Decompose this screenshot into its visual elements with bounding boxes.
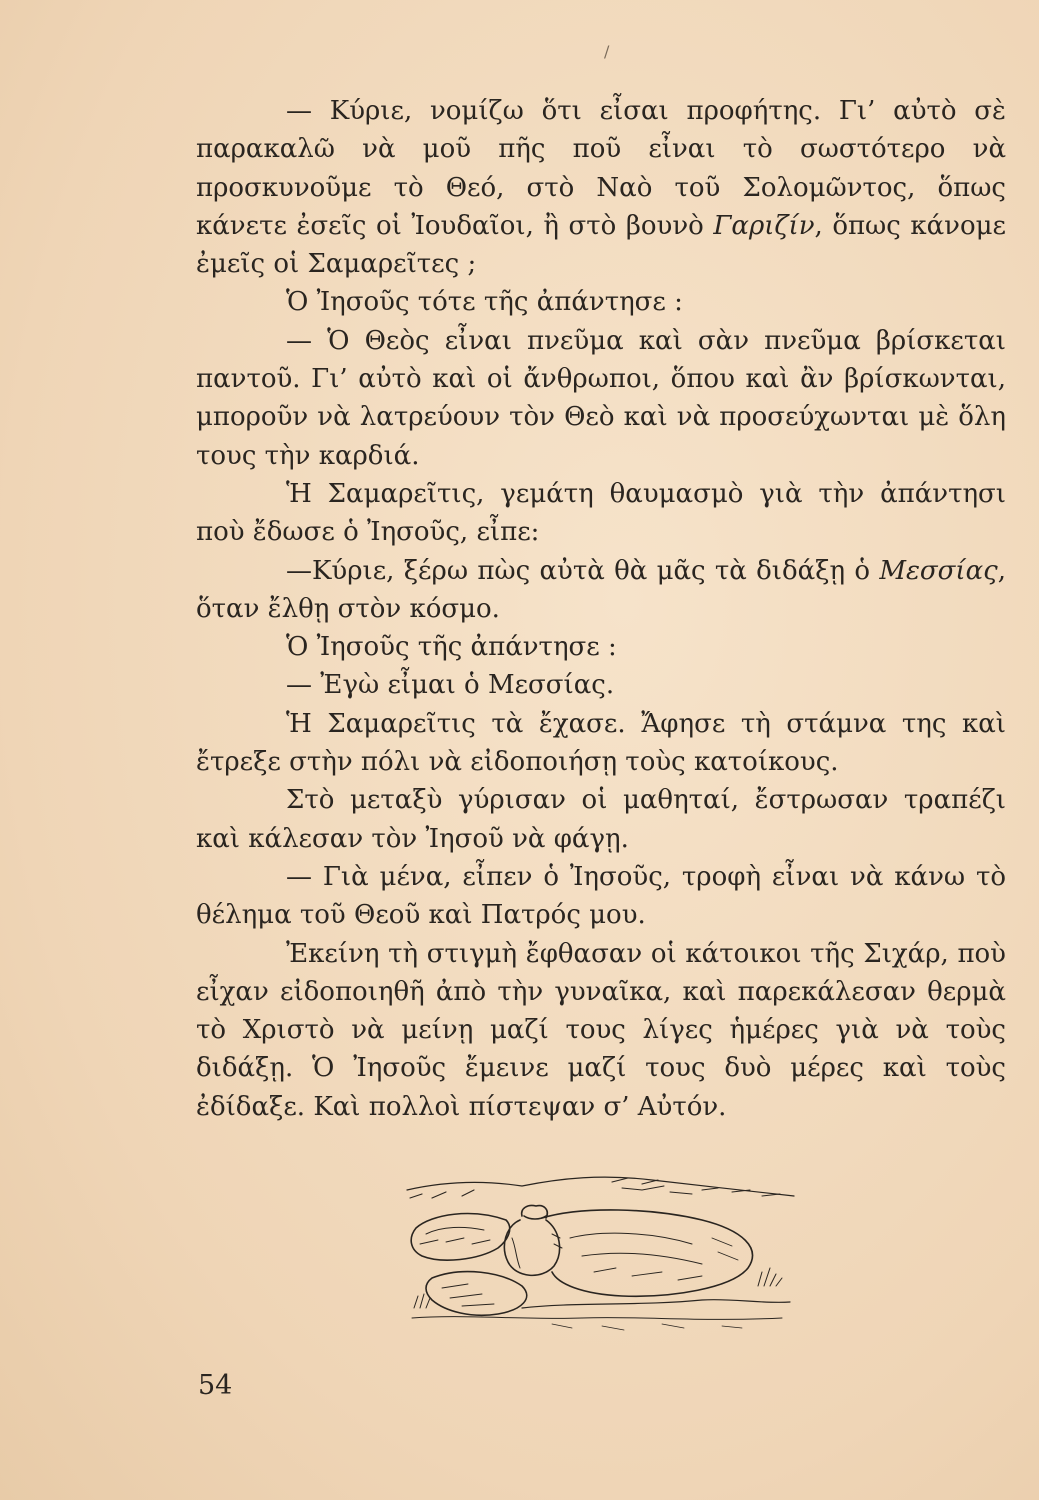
paragraph-5-tail: , ὅταν ἔλθῃ στὸν κόσμο. <box>196 555 1006 624</box>
paragraph-8: Ἡ Σαμαρεῖτις τὰ ἔχασε. Ἄφησε τὴ στάμνα της καὶ ἔτρεξε στὴν πόλι νὰ εἰδοποιήσῃ τοὺς κατοίκους. <box>196 708 1006 778</box>
paragraph-6: Ὁ Ἰησοῦς τῆς ἀπάντησε : <box>286 632 617 663</box>
paragraph-11: Ἐκείνη τὴ στιγμὴ ἔφθασαν οἱ κάτοικοι τῆς Σιχάρ, ποὺ εἶχαν εἰδοποιηθῆ ἀπὸ τὴν γυναῖκα, καὶ παρεκάλεσαν θερμὰ τὸ Χριστὸ νὰ μείνῃ μαζί τους λίγες ἡμέρες γιὰ νὰ τοὺς διδάξῃ. Ὁ Ἰησοῦς ἔμεινε μαζί τους δυὸ μέρες καὶ τοὺς ἐδίδαξε. Καὶ πολλοὶ πίστεψαν σ’ Αὐτόν. <box>196 938 1006 1122</box>
paragraph-2: Ὁ Ἰησοῦς τότε τῆς ἀπάντησε : <box>286 287 683 318</box>
paragraph-5-text: —Κύριε, ξέρω πὼς αὐτὰ θὰ μᾶς τὰ διδάξῃ ὁ <box>286 555 880 586</box>
paragraph-1 <box>196 92 1006 283</box>
paragraph-10: — Γιὰ μένα, εἶπεν ὁ Ἰησοῦς, τροφὴ εἶναι νὰ κάνω τὸ θέλημα τοῦ Θεοῦ καὶ Πατρός μου. <box>196 861 1006 931</box>
stray-mark: / <box>604 42 610 61</box>
paragraph-5 <box>196 552 1006 629</box>
well-and-jar-illustration <box>402 1168 797 1338</box>
page-number: 54 <box>198 1370 233 1401</box>
paragraph-1-tail: , ὅπως κάνομε ἐμεῖς οἱ Σαμαρεῖτες ; <box>196 210 1006 280</box>
paragraph-9: Στὸ μεταξὺ γύρισαν οἱ μαθηταί, ἔστρωσαν τραπέζι καὶ κάλεσαν τὸν Ἰησοῦ νὰ φάγῃ. <box>196 785 1006 854</box>
italic-messias: Μεσσίας <box>879 555 998 586</box>
paragraph-3: — Ὁ Θεὸς εἶναι πνεῦμα καὶ σὰν πνεῦμα βρίσκεται παντοῦ. Γι’ αὐτὸ καὶ οἱ ἄνθρωποι, ὅπου καὶ ἂν βρίσκωνται, μποροῦν νὰ λατρεύουν τὸν Θεὸ καὶ νὰ προσεύχωνται μὲ ὅλη τους τὴν καρδιά. <box>196 325 1006 471</box>
page-body <box>196 92 1006 1126</box>
italic-garizin: Γαριζίν <box>713 210 815 241</box>
paragraph-4: Ἡ Σαμαρεῖτις, γεμάτη θαυμασμὸ γιὰ τὴν ἀπάντησι ποὺ ἔδωσε ὁ Ἰησοῦς, εἶπε: <box>196 478 1006 548</box>
paragraph-1-text: — Κύριε, νομίζω ὅτι εἶσαι προφήτης. Γι’ αὐτὸ σὲ παρακαλῶ νὰ μοῦ πῆς ποῦ εἶναι τὸ σωστότερο νὰ προσκυνοῦμε τὸ Θεό, στὸ Ναὸ τοῦ Σολομῶντος, ὅπως κάνετε ἐσεῖς οἱ Ἰουδαῖοι, ἢ στὸ βουνὸ <box>196 96 1006 241</box>
paragraph-7: — Ἐγὼ εἶμαι ὁ Μεσσίας. <box>286 670 615 701</box>
